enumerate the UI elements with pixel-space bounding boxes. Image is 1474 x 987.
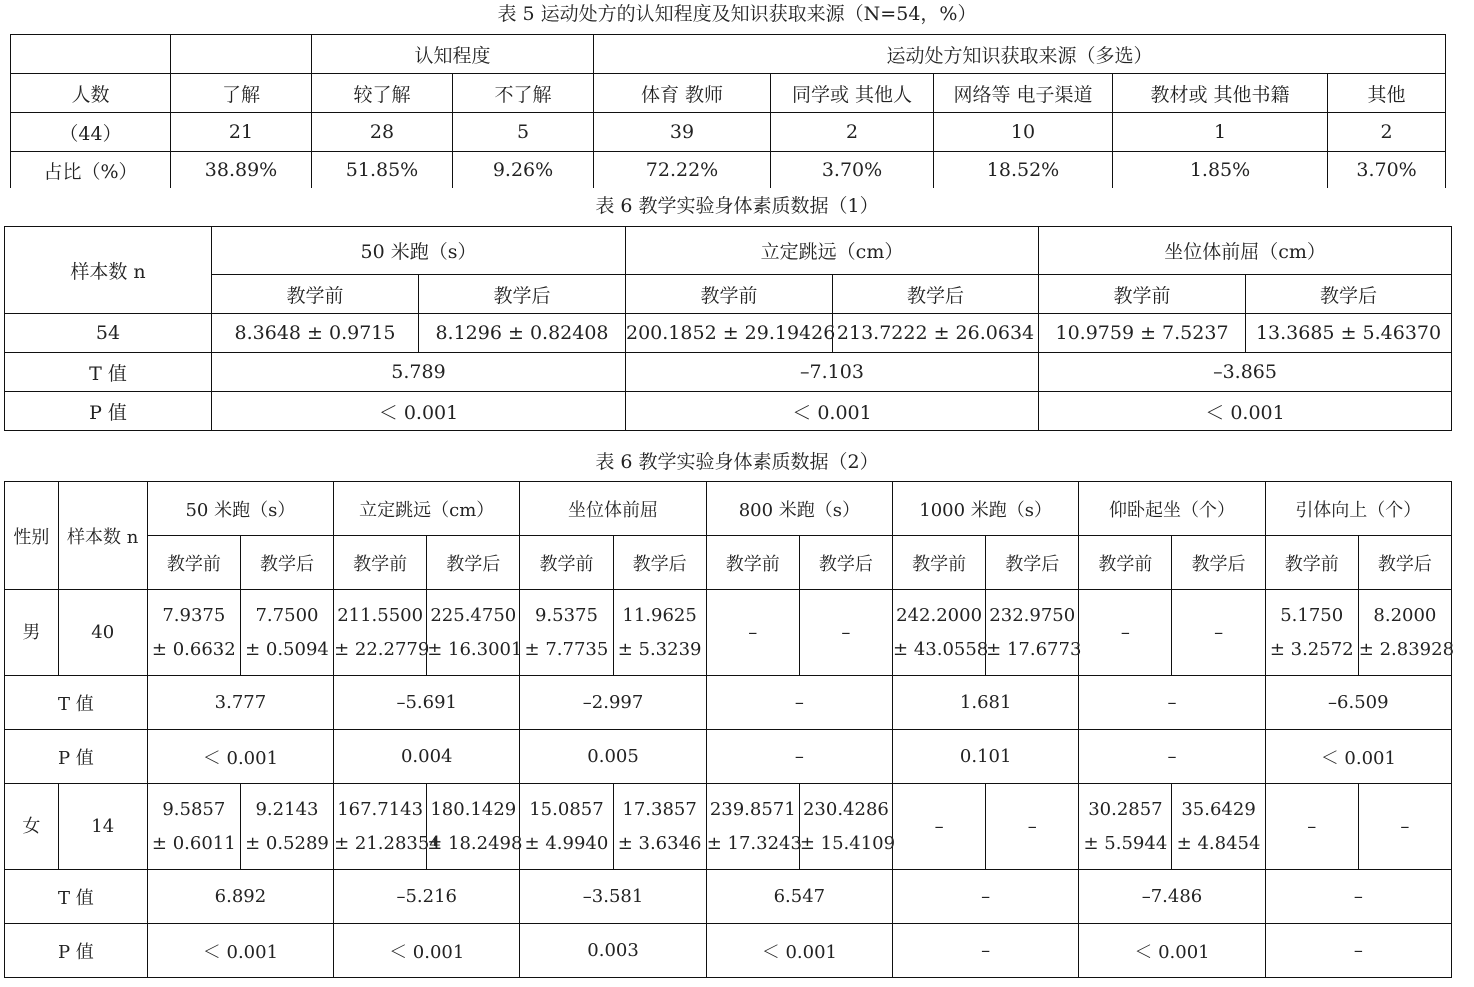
table6a-t-value: –7.103 [626, 353, 1039, 392]
sd-value: ± 16.3001 [427, 638, 523, 660]
mean-value: 239.8571 [709, 798, 796, 820]
table6b-sub-header: 教学后 [427, 536, 520, 590]
sd-value: ± 17.3243 [706, 832, 802, 854]
table6b-p-value: ＜ 0.001 [1265, 730, 1451, 784]
table6b-t-value: –7.486 [1079, 870, 1265, 924]
table6b-value-cell [147, 590, 240, 676]
table5-ratio-cell: 3.70% [1328, 152, 1446, 189]
table6b-t-value: –5.691 [334, 676, 520, 730]
table6b-p-value: ＜ 0.001 [334, 924, 520, 978]
table6b-sub-header: 教学前 [706, 536, 799, 590]
table5-count-cell: 39 [594, 113, 771, 152]
table6a-group-header: 坐位体前屈（cm） [1039, 227, 1452, 275]
table6b-p-value: 0.101 [893, 730, 1079, 784]
mean-value: 9.2143 [255, 798, 319, 820]
table6b-sub-header: 教学前 [1265, 536, 1358, 590]
table6b-sub-header: 教学后 [986, 536, 1079, 590]
table6b-sub-header: 教学后 [1358, 536, 1451, 590]
table6b-value-cell [1079, 784, 1172, 870]
mean-value: 242.2000 [896, 604, 983, 626]
table5-corner-cell [11, 35, 171, 74]
table6a-p-value: ＜ 0.001 [626, 392, 1039, 431]
table6b-group-header: 坐位体前屈 [520, 482, 706, 536]
table6b-p-label: P 值 [5, 924, 148, 978]
table6a-sub-header: 教学前 [1039, 275, 1246, 314]
sd-value: ± 2.83928 [1358, 638, 1455, 660]
table5-header-cell: 不了解 [453, 74, 594, 113]
table5-header-cell: 其他 [1328, 74, 1446, 113]
mean-value: 7.9375 [162, 604, 226, 626]
table6b-female-row [5, 784, 1452, 870]
table6b-male-t-row [5, 676, 1452, 730]
table6a-caption: 表 6 教学实验身体素质数据（1） [595, 195, 879, 217]
table5-header-cell: 人数 [11, 74, 171, 113]
table6a-sub-header: 教学后 [833, 275, 1039, 314]
table5-count-cell: 1 [1113, 113, 1328, 152]
mean-value: 230.4286 [802, 798, 889, 820]
table5-ratio-cell: 38.89% [171, 152, 312, 189]
table6b-value-cell [706, 784, 802, 870]
table5-count-row [11, 113, 1446, 152]
table6a-value-cell: 8.1296 ± 0.82408 [419, 314, 626, 353]
table6a-value-cell: 200.1852 ± 29.19426 [626, 314, 833, 353]
table6b-sub-header: 教学后 [1172, 536, 1265, 590]
table6b-value-cell [147, 784, 240, 870]
mean-value: 9.5857 [162, 798, 226, 820]
table5-group-row [11, 35, 1446, 74]
table6a-p-value: ＜ 0.001 [1039, 392, 1452, 431]
table6b-group-row [5, 482, 1452, 536]
table6b-female-p-row [5, 924, 1452, 978]
table6b-value-cell [893, 590, 989, 676]
table6a-n-cell: 54 [5, 314, 212, 353]
table6b-value-cell [427, 784, 523, 870]
table6a-value-cell: 10.9759 ± 7.5237 [1039, 314, 1246, 353]
table6a-sub-header: 教学前 [626, 275, 833, 314]
table6a-sub-row [5, 275, 1452, 314]
table6b-p-value: ＜ 0.001 [147, 924, 333, 978]
table6b-gender-label: 性别 [5, 482, 59, 590]
table6b-group-header: 引体向上（个） [1265, 482, 1451, 536]
mean-value: – [1307, 815, 1317, 837]
mean-value: 167.7143 [337, 798, 424, 820]
sd-value: ± 4.8454 [1176, 832, 1261, 854]
table6b-t-value: – [706, 676, 892, 730]
table6b-p-value: – [706, 730, 892, 784]
table6b-value-cell [1358, 590, 1455, 676]
table6a-p-value: ＜ 0.001 [212, 392, 626, 431]
table6a-group-header: 50 米跑（s） [212, 227, 626, 275]
sd-value: ± 43.0558 [893, 638, 989, 660]
table6b-t-value: – [1265, 870, 1451, 924]
table6b-value-cell [1172, 784, 1265, 870]
table6b-caption: 表 6 教学实验身体素质数据（2） [595, 451, 879, 473]
table5-header-cell: 同学或 其他人 [771, 74, 934, 113]
mean-value: 5.1750 [1280, 604, 1344, 626]
table6b-sub-header: 教学前 [1079, 536, 1172, 590]
mean-value: 8.2000 [1373, 604, 1437, 626]
table5-count-cell: 10 [934, 113, 1113, 152]
table6b-gender-cell: 男 [5, 590, 59, 676]
table6b-group-header: 800 米跑（s） [706, 482, 892, 536]
sd-value: ± 15.4109 [799, 832, 896, 854]
table6b-value-cell [1265, 590, 1358, 676]
table6b-t-value: 1.681 [893, 676, 1079, 730]
table6b-value-cell [799, 590, 892, 676]
table6a-t-label: T 值 [5, 353, 212, 392]
table6b-n-cell: 40 [58, 590, 147, 676]
table6a [4, 226, 1452, 431]
table6a-sub-header: 教学后 [419, 275, 626, 314]
mean-value: 180.1429 [430, 798, 517, 820]
table6b-p-value: ＜ 0.001 [1079, 924, 1265, 978]
table6b-t-value: – [893, 870, 1079, 924]
mean-value: – [748, 621, 758, 643]
sd-value: ± 17.6773 [986, 638, 1082, 660]
table6b-group-header: 1000 米跑（s） [893, 482, 1079, 536]
table5 [10, 34, 1446, 188]
table6a-t-value: –3.865 [1039, 353, 1452, 392]
table6b-value-cell [1358, 784, 1451, 870]
table6b-value-cell [427, 590, 523, 676]
mean-value: 232.9750 [989, 604, 1076, 626]
table6b-value-cell [1172, 590, 1265, 676]
table6b-p-value: 0.005 [520, 730, 706, 784]
table6b-value-cell [893, 784, 986, 870]
table6b-t-value: –3.581 [520, 870, 706, 924]
table6a-group-header: 立定跳远（cm） [626, 227, 1039, 275]
table6b-sample-label: 样本数 n [58, 482, 147, 590]
sd-value: ± 3.2572 [1269, 638, 1354, 660]
table6b-t-label: T 值 [5, 870, 148, 924]
table6b-group-header: 50 米跑（s） [147, 482, 333, 536]
table6a-sub-header: 教学后 [1246, 275, 1452, 314]
table6b-value-cell [1265, 784, 1358, 870]
table6b-t-value: –2.997 [520, 676, 706, 730]
sd-value: ± 3.6346 [617, 832, 702, 854]
sd-value: ± 0.6632 [151, 638, 236, 660]
table6b-value-cell [520, 590, 613, 676]
table6b-value-cell [1079, 590, 1172, 676]
table5-count-cell: 2 [771, 113, 934, 152]
mean-value: 9.5375 [534, 604, 598, 626]
sd-value: ± 4.9940 [524, 832, 609, 854]
table6b-p-value: ＜ 0.001 [706, 924, 892, 978]
table6b-sub-header: 教学前 [893, 536, 986, 590]
table6b-value-cell [520, 784, 613, 870]
table6a-t-row [5, 353, 1452, 392]
table6b-p-value: – [1265, 924, 1451, 978]
table6a-group-row [5, 227, 1452, 275]
table6b-t-value: –6.509 [1265, 676, 1451, 730]
table6b-male-p-row [5, 730, 1452, 784]
mean-value: 211.5500 [337, 604, 424, 626]
table5-count-cell: 28 [312, 113, 453, 152]
table6b-p-value: 0.003 [520, 924, 706, 978]
table5-ratio-cell: 1.85% [1113, 152, 1328, 189]
table6b-group-header: 立定跳远（cm） [334, 482, 520, 536]
table6a-p-row [5, 392, 1452, 431]
table5-header-row [11, 74, 1446, 113]
table6a-value-cell: 213.7222 ± 26.0634 [833, 314, 1039, 353]
sd-value: ± 0.5289 [245, 832, 329, 854]
mean-value: – [1120, 621, 1130, 643]
table6b-p-value: ＜ 0.001 [147, 730, 333, 784]
table6b-female-t-row [5, 870, 1452, 924]
table6a-sub-header: 教学前 [212, 275, 419, 314]
mean-value: – [934, 815, 944, 837]
table6b-value-cell [334, 784, 441, 870]
table6b-value-cell [706, 590, 799, 676]
table6b-value-cell [613, 590, 706, 676]
table5-header-cell: 网络等 电子渠道 [934, 74, 1113, 113]
table5-group-cognition: 认知程度 [312, 35, 594, 74]
mean-value: 17.3857 [622, 798, 697, 820]
sd-value: ± 22.2779 [334, 638, 430, 660]
mean-value: 7.7500 [255, 604, 319, 626]
table6b-t-label: T 值 [5, 676, 148, 730]
table5-ratio-cell: 占比（%） [11, 152, 171, 189]
table5-count-cell: 5 [453, 113, 594, 152]
table6b-t-value: – [1079, 676, 1265, 730]
table6b-gender-cell: 女 [5, 784, 59, 870]
table5-ratio-row [11, 152, 1446, 189]
mean-value: 30.2857 [1088, 798, 1163, 820]
table6b-p-value: – [1079, 730, 1265, 784]
table6b-t-value: –5.216 [334, 870, 520, 924]
table6a-value-cell: 13.3685 ± 5.46370 [1246, 314, 1452, 353]
table6b-p-label: P 值 [5, 730, 148, 784]
mean-value: 35.6429 [1181, 798, 1256, 820]
table5-count-cell: 21 [171, 113, 312, 152]
table5-ratio-cell: 3.70% [771, 152, 934, 189]
table5-count-cell: （44） [11, 113, 171, 152]
sd-value: ± 0.5094 [245, 638, 329, 660]
sd-value: ± 5.3239 [617, 638, 702, 660]
mean-value: 15.0857 [529, 798, 604, 820]
table5-header-cell: 体育 教师 [594, 74, 771, 113]
table5-caption: 表 5 运动处方的认知程度及知识获取来源（N=54，%） [497, 3, 977, 25]
table6b-t-value: 3.777 [147, 676, 333, 730]
table5-header-cell: 教材或 其他书籍 [1113, 74, 1328, 113]
table5-header-cell: 较了解 [312, 74, 453, 113]
sd-value: ± 18.2498 [427, 832, 523, 854]
table6b-sub-header: 教学前 [147, 536, 240, 590]
table6b-male-row [5, 590, 1452, 676]
sd-value: ± 0.6011 [151, 832, 236, 854]
table6b-value-cell [986, 784, 1079, 870]
table6b-value-cell [240, 784, 333, 870]
table5-ratio-cell: 9.26% [453, 152, 594, 189]
table5-header-cell: 了解 [171, 74, 312, 113]
table6b-p-value: – [893, 924, 1079, 978]
table5-group-source: 运动处方知识获取来源（多选） [594, 35, 1446, 74]
table6b-sub-row [5, 536, 1452, 590]
table6b-sub-header: 教学前 [520, 536, 613, 590]
table6b-value-cell [613, 784, 706, 870]
table6b-n-cell: 14 [58, 784, 147, 870]
table6b-value-cell [986, 590, 1082, 676]
table5-ratio-cell: 51.85% [312, 152, 453, 189]
table6b-sub-header: 教学后 [799, 536, 892, 590]
mean-value: – [1214, 621, 1224, 643]
table5-blank-cell [171, 35, 312, 74]
table6a-p-label: P 值 [5, 392, 212, 431]
mean-value: 11.9625 [622, 604, 697, 626]
sd-value: ± 7.7735 [524, 638, 609, 660]
table6b-t-value: 6.547 [706, 870, 892, 924]
table6a-value-cell: 8.3648 ± 0.9715 [212, 314, 419, 353]
table5-ratio-cell: 72.22% [594, 152, 771, 189]
table6a-t-value: 5.789 [212, 353, 626, 392]
table6b-p-value: 0.004 [334, 730, 520, 784]
sd-value: ± 21.28354 [334, 832, 441, 854]
mean-value: – [841, 621, 851, 643]
table6b-value-cell [334, 590, 430, 676]
mean-value: 225.4750 [430, 604, 517, 626]
mean-value: – [1400, 815, 1410, 837]
table6b [4, 481, 1455, 978]
table5-ratio-cell: 18.52% [934, 152, 1113, 189]
table6b-sub-header: 教学后 [240, 536, 333, 590]
table6a-sample-label: 样本数 n [5, 227, 212, 314]
mean-value: – [1027, 815, 1037, 837]
table6b-group-header: 仰卧起坐（个） [1079, 482, 1265, 536]
table6b-sub-header: 教学后 [613, 536, 706, 590]
table6b-sub-header: 教学前 [334, 536, 427, 590]
sd-value: ± 5.5944 [1083, 832, 1168, 854]
table6b-value-cell [799, 784, 896, 870]
table6a-data-row [5, 314, 1452, 353]
table6b-value-cell [240, 590, 333, 676]
table6b-t-value: 6.892 [147, 870, 333, 924]
table5-count-cell: 2 [1328, 113, 1446, 152]
